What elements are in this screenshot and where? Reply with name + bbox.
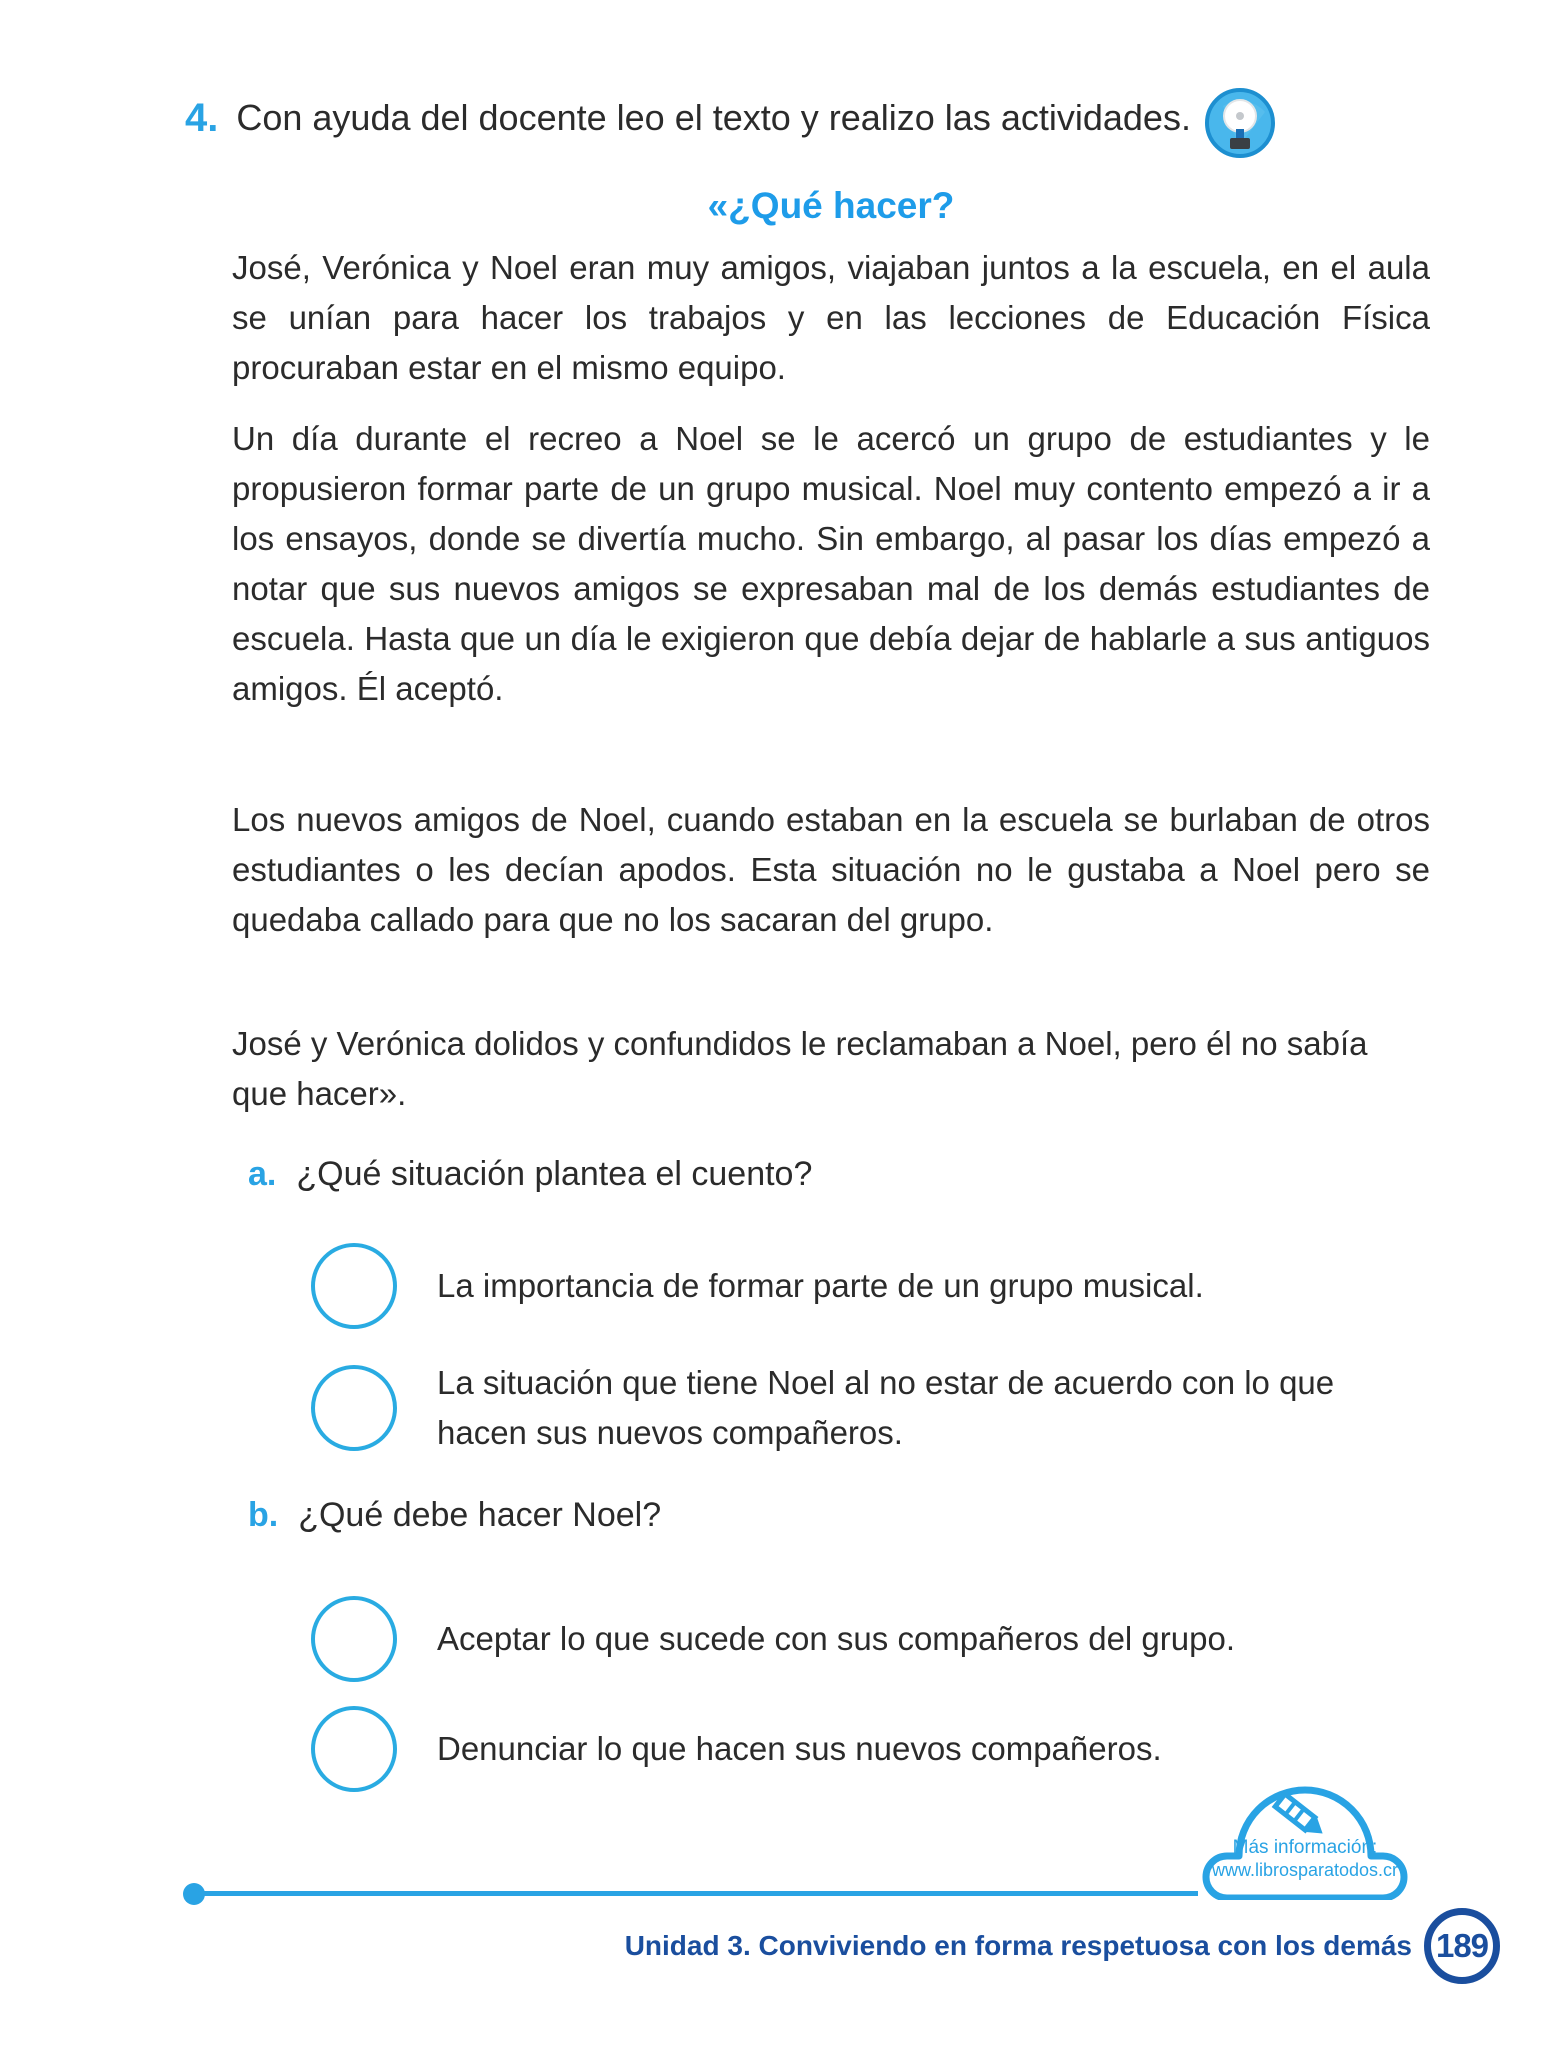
page-footer [625, 1908, 1500, 1984]
option-label: Denunciar lo que hacen sus nuevos compañeros. [437, 1730, 1162, 1767]
page-number: 189 [1435, 1927, 1489, 1964]
question-a-option-1 [311, 1243, 1441, 1329]
lightbulb-icon [1203, 86, 1277, 165]
question-a-letter: a. [248, 1155, 277, 1193]
option-label: La situación que tiene Noel al no estar de acuerdo con lo que hacen sus nuevos compañeros. [437, 1364, 1335, 1451]
story-paragraph: José y Verónica dolidos y confundidos le reclamaban a Noel, pero él no sabía que hacer». [232, 1025, 1368, 1112]
more-info-text [1197, 1836, 1413, 1881]
option-label: La importancia de formar parte de un grupo musical. [437, 1267, 1204, 1304]
question-a-text: ¿Qué situación plantea el cuento? [296, 1155, 813, 1193]
option-circle[interactable] [311, 1596, 397, 1682]
option-label: Aceptar lo que sucede con sus compañeros del grupo. [437, 1620, 1235, 1657]
option-circle[interactable] [311, 1706, 397, 1792]
question-b-option-1 [311, 1596, 1441, 1682]
question-a [248, 1150, 1438, 1198]
question-b-text: ¿Qué debe hacer Noel? [298, 1496, 662, 1534]
option-circle[interactable] [311, 1365, 397, 1451]
footer-rule [198, 1891, 1198, 1896]
page-number-badge [1424, 1908, 1500, 1984]
unit-title: Unidad 3. Conviviendo en forma respetuosa con los demás [624, 1930, 1412, 1961]
more-info-url[interactable]: www.librosparatodos.cr [1211, 1860, 1399, 1880]
activity-instruction: Con ayuda del docente leo el texto y realizo las actividades. [236, 97, 1191, 138]
activity-number: 4. [185, 96, 219, 140]
option-circle[interactable] [311, 1243, 397, 1329]
story-paragraph: Un día durante el recreo a Noel se le acercó un grupo de estudiantes y le propusieron formar parte de un grupo musical. Noel muy contento empezó a ir a los ensayos, donde se divertía mucho. Sin embargo, al pasar los días empezó a notar que sus nuevos amigos se expresaban mal de los demás estudiantes de escuela. Hasta que un día le exigieron que debía dejar de hablarle a sus antiguos amigos. Él aceptó. [232, 420, 1430, 707]
more-info-cloud [1197, 1778, 1413, 1900]
question-b-letter: b. [248, 1496, 279, 1534]
story-paragraph: José, Verónica y Noel eran muy amigos, viajaban juntos a la escuela, en el aula se unían para hacer los trabajos y en las lecciones de Educación Física procuraban estar en el mismo equipo. [232, 249, 1430, 386]
question-b [248, 1491, 1438, 1539]
activity-header [185, 92, 1445, 165]
question-a-option-2 [311, 1358, 1441, 1458]
story-title: «¿Qué hacer? [707, 185, 955, 226]
more-info-label: Más información: [1232, 1837, 1378, 1858]
story-paragraph: Los nuevos amigos de Noel, cuando estaban en la escuela se burlaban de otros estudiantes o les decían apodos. Esta situación no le gustaba a Noel pero se quedaba callado para que no los sacaran del grupo. [232, 801, 1430, 938]
